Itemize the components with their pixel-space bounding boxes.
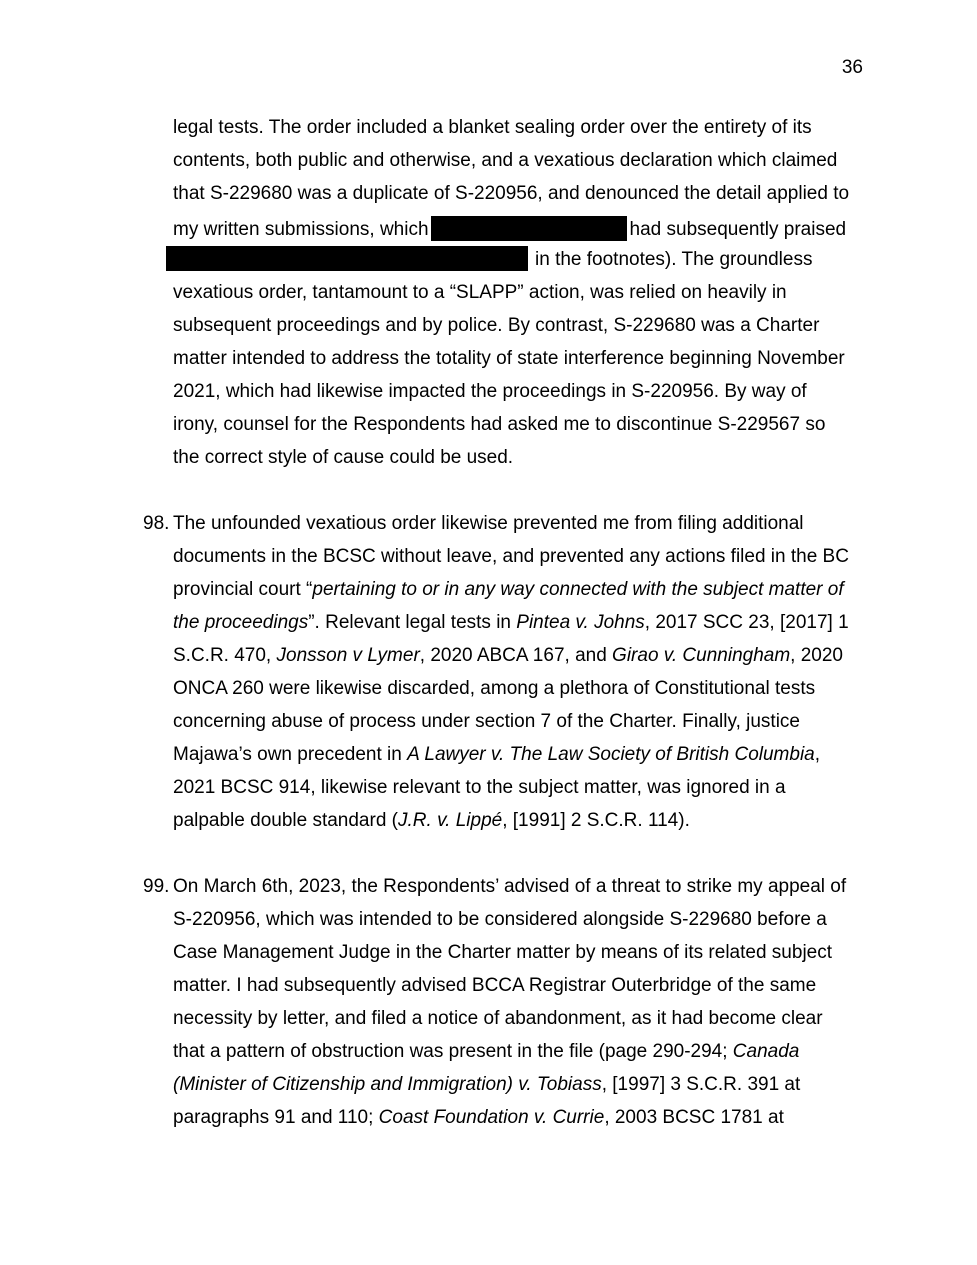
text-line <box>173 1074 800 1096</box>
redaction-bar <box>431 216 627 241</box>
redaction-bar <box>166 246 528 271</box>
text-segment: palpable double standard ( <box>173 810 399 831</box>
case-citation: Canada <box>732 1041 800 1062</box>
text-line <box>173 810 690 832</box>
paragraph-number: 98. <box>143 513 170 534</box>
text-line <box>173 645 843 667</box>
case-citation: Jonsson v Lymer <box>276 645 420 666</box>
case-citation: Pintea v. Johns <box>516 612 645 633</box>
text-segment: paragraphs 91 and 110; <box>173 1107 379 1128</box>
text-segment: my written submissions, which <box>173 219 429 240</box>
text-segment: , 2020 <box>790 645 843 666</box>
text-line <box>173 612 849 634</box>
text-line: contents, both public and otherwise, and a vexatious declaration which claimed <box>173 150 838 171</box>
text-line: subsequent proceedings and by police. By contrast, S-229680 was a Charter <box>173 315 820 336</box>
text-line: ONCA 260 were likewise discarded, among a plethora of Constitutional tests <box>173 678 816 699</box>
quoted-text: pertaining to or in any way connected with the subject matter of <box>312 579 844 600</box>
text-segment: , [1997] 3 S.C.R. 391 at <box>601 1074 801 1095</box>
text-line: that S-229680 was a duplicate of S-220956, and denounced the detail applied to <box>173 183 850 204</box>
text-segment: , 2017 SCC 23, [2017] 1 <box>644 612 849 633</box>
text-segment: had subsequently praised <box>629 219 847 240</box>
page-number: 36 <box>841 57 863 78</box>
text-line: documents in the BCSC without leave, and prevented any actions filed in the BC <box>173 546 849 567</box>
text-segment: , <box>814 744 821 765</box>
text-line: S-220956, which was intended to be considered alongside S-229680 before a <box>173 909 827 930</box>
case-citation: Girao v. Cunningham <box>612 645 791 666</box>
text-line: in the footnotes). The groundless <box>535 249 813 270</box>
text-segment: provincial court “ <box>173 579 313 600</box>
case-citation: (Minister of Citizenship and Immigration) v. Tobiass <box>173 1074 602 1095</box>
case-citation: J.R. v. Lippé <box>398 810 503 831</box>
text-line <box>173 744 820 766</box>
text-line: Case Management Judge in the Charter matter by means of its related subject <box>173 942 833 963</box>
case-citation: Coast Foundation v. Currie <box>378 1107 605 1128</box>
text-line <box>173 1041 799 1063</box>
text-segment: S.C.R. 470, <box>173 645 277 666</box>
text-line: 2021 BCSC 914, likewise relevant to the subject matter, was ignored in a <box>173 777 786 798</box>
text-segment: ”. Relevant legal tests in <box>308 612 517 633</box>
text-line: The unfounded vexatious order likewise prevented me from filing additional <box>173 513 804 534</box>
case-citation: A Lawyer v. The Law Society of British Columbia <box>407 744 815 765</box>
text-line: necessity by letter, and filed a notice of abandonment, as it had become clear <box>173 1008 823 1029</box>
text-segment: , 2020 ABCA 167, and <box>419 645 613 666</box>
paragraph-number: 99. <box>143 876 170 897</box>
text-line: concerning abuse of process under section 7 of the Charter. Finally, justice <box>173 711 800 732</box>
text-line: 2021, which had likewise impacted the proceedings in S-220956. By way of <box>173 381 807 402</box>
text-line: matter intended to address the totality of state interference beginning November <box>173 348 845 369</box>
text-line <box>173 579 844 601</box>
text-line: vexatious order, tantamount to a “SLAPP” action, was relied on heavily in <box>173 282 787 303</box>
text-line-with-redaction <box>173 216 846 241</box>
text-line <box>173 1107 784 1129</box>
text-segment: that a pattern of obstruction was present in the file (page 290-294; <box>173 1041 733 1062</box>
text-line: legal tests. The order included a blanket sealing order over the entirety of its <box>173 117 812 138</box>
text-line: irony, counsel for the Respondents had asked me to discontinue S-229567 so <box>173 414 826 435</box>
text-line: On March 6th, 2023, the Respondents’ advised of a threat to strike my appeal of <box>173 876 847 897</box>
text-segment: , [1991] 2 S.C.R. 114). <box>502 810 690 831</box>
text-segment: Majawa’s own precedent in <box>173 744 408 765</box>
text-segment: , 2003 BCSC 1781 at <box>604 1107 784 1128</box>
text-line: the correct style of cause could be used. <box>173 447 514 468</box>
quoted-text: the proceedings <box>173 612 309 633</box>
text-line: matter. I had subsequently advised BCCA Registrar Outerbridge of the same <box>173 975 817 996</box>
